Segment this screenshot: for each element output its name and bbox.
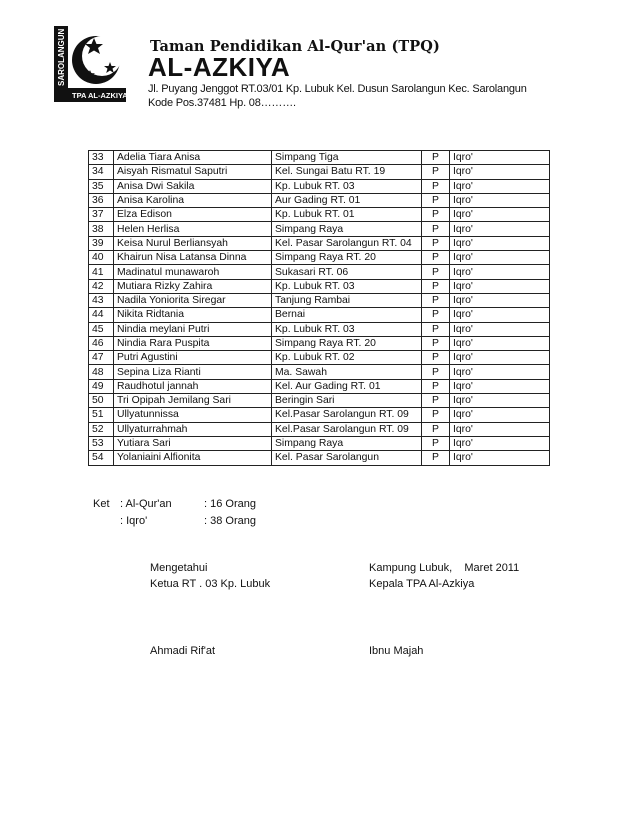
student-number: 45 — [89, 322, 114, 336]
student-gender: P — [422, 151, 450, 165]
student-class: Iqro' — [450, 408, 550, 422]
student-address: Kp. Lubuk RT. 03 — [272, 322, 422, 336]
student-class: Iqro' — [450, 351, 550, 365]
table-row — [89, 279, 550, 293]
sig-right-line2: Kepala TPA Al-Azkiya — [369, 578, 475, 590]
student-gender: P — [422, 265, 450, 279]
ket-alquran-key: : Al-Qur'an — [120, 498, 172, 510]
logo-bottom-text: TPA AL-AZKIYA — [72, 91, 126, 100]
student-name: Ullyatunnissa — [114, 408, 272, 422]
student-number: 46 — [89, 336, 114, 350]
student-address: Kel. Pasar Sarolangun RT. 04 — [272, 236, 422, 250]
sig-right-name: Ibnu Majah — [369, 645, 424, 657]
student-address: Kel. Pasar Sarolangun — [272, 451, 422, 465]
ket-iqro-key: : Iqro' — [120, 515, 148, 527]
student-class: Iqro' — [450, 451, 550, 465]
student-number: 39 — [89, 236, 114, 250]
table-row — [89, 408, 550, 422]
table-row — [89, 251, 550, 265]
student-class: Iqro' — [450, 336, 550, 350]
table-row — [89, 322, 550, 336]
student-table-body — [89, 151, 550, 466]
student-name: Nindia Rara Puspita — [114, 336, 272, 350]
student-gender: P — [422, 293, 450, 307]
student-name: Mutiara Rizky Zahira — [114, 279, 272, 293]
student-number: 52 — [89, 422, 114, 436]
student-class: Iqro' — [450, 365, 550, 379]
student-number: 35 — [89, 179, 114, 193]
student-number: 42 — [89, 279, 114, 293]
table-row — [89, 236, 550, 250]
ket-alquran-value: : 16 Orang — [204, 498, 256, 510]
student-address: Tanjung Rambai — [272, 293, 422, 307]
student-gender: P — [422, 422, 450, 436]
tpa-logo — [50, 26, 126, 102]
student-gender: P — [422, 365, 450, 379]
table-row — [89, 208, 550, 222]
student-gender: P — [422, 193, 450, 207]
student-class: Iqro' — [450, 308, 550, 322]
student-gender: P — [422, 322, 450, 336]
student-gender: P — [422, 408, 450, 422]
student-class: Iqro' — [450, 208, 550, 222]
student-number: 38 — [89, 222, 114, 236]
table-row — [89, 165, 550, 179]
institution-title: Taman Pendidikan Al-Qur'an (TPQ) — [150, 38, 440, 55]
sig-right-line1: Kampung Lubuk, Maret 2011 — [369, 562, 520, 574]
student-number: 40 — [89, 251, 114, 265]
student-class: Iqro' — [450, 422, 550, 436]
student-gender: P — [422, 222, 450, 236]
student-address: Bernai — [272, 308, 422, 322]
sig-left-line2: Ketua RT . 03 Kp. Lubuk — [150, 578, 271, 590]
student-name: Yolaniaini Alfionita — [114, 451, 272, 465]
student-name: Adelia Tiara Anisa — [114, 151, 272, 165]
student-gender: P — [422, 436, 450, 450]
student-address: Aur Gading RT. 01 — [272, 193, 422, 207]
student-address: Sukasari RT. 06 — [272, 265, 422, 279]
student-name: Anisa Dwi Sakila — [114, 179, 272, 193]
student-address: Simpang Raya RT. 20 — [272, 336, 422, 350]
student-class: Iqro' — [450, 265, 550, 279]
table-row — [89, 336, 550, 350]
student-gender: P — [422, 165, 450, 179]
student-name: Keisa Nurul Berliansyah — [114, 236, 272, 250]
student-class: Iqro' — [450, 322, 550, 336]
student-name: Raudhotul jannah — [114, 379, 272, 393]
student-number: 53 — [89, 436, 114, 450]
student-address: Kel.Pasar Sarolangun RT. 09 — [272, 408, 422, 422]
institution-address: Jl. Puyang Jenggot RT.03/01 Kp. Lubuk Kel. Dusun Sarolangun Kec. Sarolangun Kode Pos.37481 Hp. 08………. — [148, 83, 527, 109]
student-number: 43 — [89, 293, 114, 307]
table-row — [89, 151, 550, 165]
student-name: Aisyah Rismatul Saputri — [114, 165, 272, 179]
student-number: 33 — [89, 151, 114, 165]
student-address: Kp. Lubuk RT. 01 — [272, 208, 422, 222]
student-number: 51 — [89, 408, 114, 422]
student-address: Kel.Pasar Sarolangun RT. 09 — [272, 422, 422, 436]
sig-left-line1: Mengetahui — [150, 562, 208, 574]
crescent-star-logo-icon — [50, 26, 126, 102]
student-class: Iqro' — [450, 151, 550, 165]
student-name: Elza Edison — [114, 208, 272, 222]
table-row — [89, 193, 550, 207]
student-gender: P — [422, 336, 450, 350]
institution-name: AL-AZKIYA — [148, 52, 291, 82]
student-number: 47 — [89, 351, 114, 365]
student-address: Kel. Aur Gading RT. 01 — [272, 379, 422, 393]
student-address: Kp. Lubuk RT. 03 — [272, 279, 422, 293]
student-class: Iqro' — [450, 165, 550, 179]
student-gender: P — [422, 279, 450, 293]
student-address: Kp. Lubuk RT. 03 — [272, 179, 422, 193]
student-gender: P — [422, 379, 450, 393]
student-name: Khairun Nisa Latansa Dinna — [114, 251, 272, 265]
student-number: 48 — [89, 365, 114, 379]
student-class: Iqro' — [450, 236, 550, 250]
student-number: 49 — [89, 379, 114, 393]
student-name: Ullyaturrahmah — [114, 422, 272, 436]
student-address: Kel. Sungai Batu RT. 19 — [272, 165, 422, 179]
student-name: Nindia meylani Putri — [114, 322, 272, 336]
student-address: Simpang Raya — [272, 222, 422, 236]
student-class: Iqro' — [450, 394, 550, 408]
student-gender: P — [422, 308, 450, 322]
table-row — [89, 308, 550, 322]
student-number: 41 — [89, 265, 114, 279]
student-name: Nikita Ridtania — [114, 308, 272, 322]
student-number: 44 — [89, 308, 114, 322]
student-number: 36 — [89, 193, 114, 207]
student-address: Simpang Tiga — [272, 151, 422, 165]
student-address: Ma. Sawah — [272, 365, 422, 379]
student-address: Simpang Raya RT. 20 — [272, 251, 422, 265]
student-class: Iqro' — [450, 179, 550, 193]
student-address: Kp. Lubuk RT. 02 — [272, 351, 422, 365]
table-row — [89, 351, 550, 365]
student-name: Putri Agustini — [114, 351, 272, 365]
student-name: Nadila Yoniorita Siregar — [114, 293, 272, 307]
student-gender: P — [422, 394, 450, 408]
ket-label: Ket — [93, 498, 110, 510]
student-gender: P — [422, 351, 450, 365]
student-gender: P — [422, 451, 450, 465]
student-name: Madinatul munawaroh — [114, 265, 272, 279]
student-class: Iqro' — [450, 379, 550, 393]
student-name: Helen Herlisa — [114, 222, 272, 236]
student-class: Iqro' — [450, 193, 550, 207]
logo-side-text: SAROLANGUN — [57, 28, 66, 86]
table-row — [89, 293, 550, 307]
student-table — [88, 150, 550, 466]
student-name: Tri Opipah Jemilang Sari — [114, 394, 272, 408]
student-number: 54 — [89, 451, 114, 465]
sig-left-name: Ahmadi Rif'at — [150, 645, 216, 657]
table-row — [89, 265, 550, 279]
student-name: Anisa Karolina — [114, 193, 272, 207]
student-number: 37 — [89, 208, 114, 222]
student-gender: P — [422, 251, 450, 265]
student-class: Iqro' — [450, 222, 550, 236]
student-number: 50 — [89, 394, 114, 408]
table-row — [89, 451, 550, 465]
table-row — [89, 179, 550, 193]
student-class: Iqro' — [450, 279, 550, 293]
table-row — [89, 422, 550, 436]
student-gender: P — [422, 236, 450, 250]
student-address: Simpang Raya — [272, 436, 422, 450]
table-row — [89, 394, 550, 408]
student-gender: P — [422, 208, 450, 222]
student-class: Iqro' — [450, 293, 550, 307]
ket-iqro-value: : 38 Orang — [204, 515, 256, 527]
table-row — [89, 222, 550, 236]
table-row — [89, 379, 550, 393]
student-class: Iqro' — [450, 436, 550, 450]
table-row — [89, 365, 550, 379]
student-class: Iqro' — [450, 251, 550, 265]
student-name: Yutiara Sari — [114, 436, 272, 450]
student-name: Sepina Liza Rianti — [114, 365, 272, 379]
student-gender: P — [422, 179, 450, 193]
student-number: 34 — [89, 165, 114, 179]
student-address: Beringin Sari — [272, 394, 422, 408]
table-row — [89, 436, 550, 450]
